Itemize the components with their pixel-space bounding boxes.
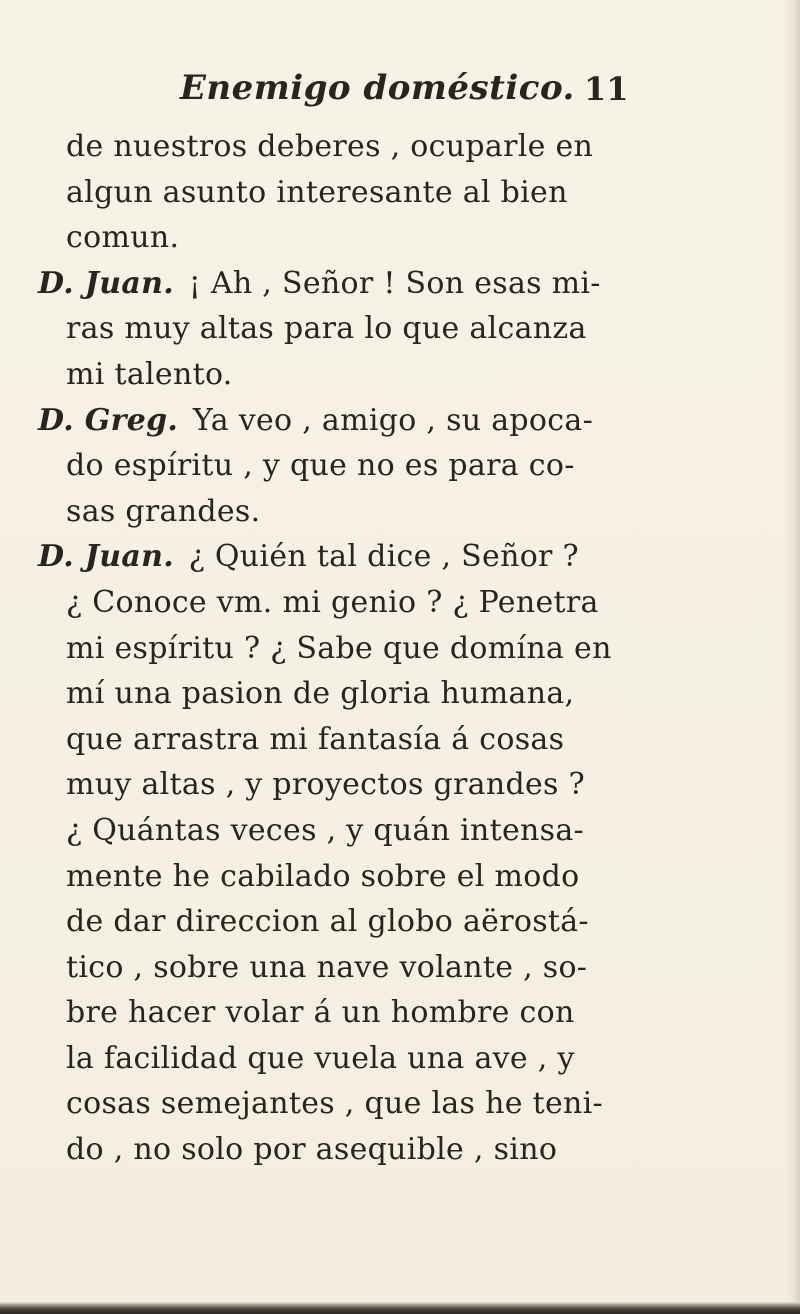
text-line	[66, 352, 686, 398]
text-line	[66, 899, 686, 945]
text-line	[66, 443, 686, 489]
line-text: comun.	[66, 220, 180, 256]
line-text: cosas semejantes , que las he teni-	[66, 1086, 603, 1122]
text-line	[66, 1036, 686, 1082]
speaker-name: D. Juan.	[38, 265, 185, 301]
line-text: algun asunto interesante al bien	[66, 174, 568, 210]
text-line	[66, 1081, 686, 1127]
line-text: muy altas , y proyectos grandes ?	[66, 767, 585, 803]
page-edge-shadow	[786, 0, 800, 1314]
text-line	[66, 215, 686, 261]
running-title: Enemigo doméstico.	[180, 68, 575, 108]
line-text: do , no solo por asequible , sino	[66, 1132, 558, 1168]
text-line	[66, 580, 686, 626]
line-text: do espíritu , y que no es para co-	[66, 448, 575, 484]
text-line	[38, 534, 686, 580]
line-text: mente he cabilado sobre el modo	[66, 858, 580, 894]
text-line	[66, 762, 686, 808]
text-line	[66, 990, 686, 1036]
text-line	[66, 671, 686, 717]
line-text: ¿ Quién tal dice , Señor ?	[188, 539, 579, 575]
line-text: ¿ Quántas veces , y quán intensa-	[66, 812, 584, 848]
text-line	[66, 626, 686, 672]
page-number: 11	[584, 70, 629, 108]
text-line	[38, 261, 686, 307]
body-text	[38, 124, 686, 1173]
text-line	[66, 808, 686, 854]
speaker-name: D. Juan.	[38, 539, 185, 575]
line-text: mi espíritu ? ¿ Sabe que domína en	[66, 630, 612, 666]
text-line	[66, 945, 686, 991]
line-text: mi talento.	[66, 356, 233, 392]
line-text: mí una pasion de gloria humana,	[66, 676, 575, 712]
line-text: de nuestros deberes , ocuparle en	[66, 129, 594, 164]
line-text: ¿ Conoce vm. mi genio ? ¿ Penetra	[66, 584, 599, 620]
line-text: bre hacer volar á un hombre con	[66, 995, 575, 1031]
text-line	[66, 854, 686, 900]
speaker-name: D. Greg.	[38, 402, 189, 438]
text-line	[66, 489, 686, 535]
running-header	[150, 68, 670, 116]
text-line	[38, 398, 686, 444]
line-text: que arrastra mi fantasía á cosas	[66, 721, 565, 757]
line-text: la facilidad que vuela una ave , y	[66, 1040, 575, 1076]
line-text: ¡ Ah , Señor ! Son esas mi-	[188, 265, 601, 301]
line-text: sas grandes.	[66, 493, 261, 529]
line-text: ras muy altas para lo que alcanza	[66, 311, 587, 347]
text-line	[66, 717, 686, 763]
line-text: de dar direccion al globo aërostá-	[66, 904, 589, 940]
page-bottom-edge	[0, 1302, 800, 1314]
text-line	[66, 1127, 686, 1173]
text-line	[66, 306, 686, 352]
line-text: Ya veo , amigo , su apoca-	[192, 402, 594, 438]
text-line	[66, 170, 686, 216]
text-line	[66, 124, 686, 170]
line-text: tico , sobre una nave volante , so-	[66, 949, 588, 985]
